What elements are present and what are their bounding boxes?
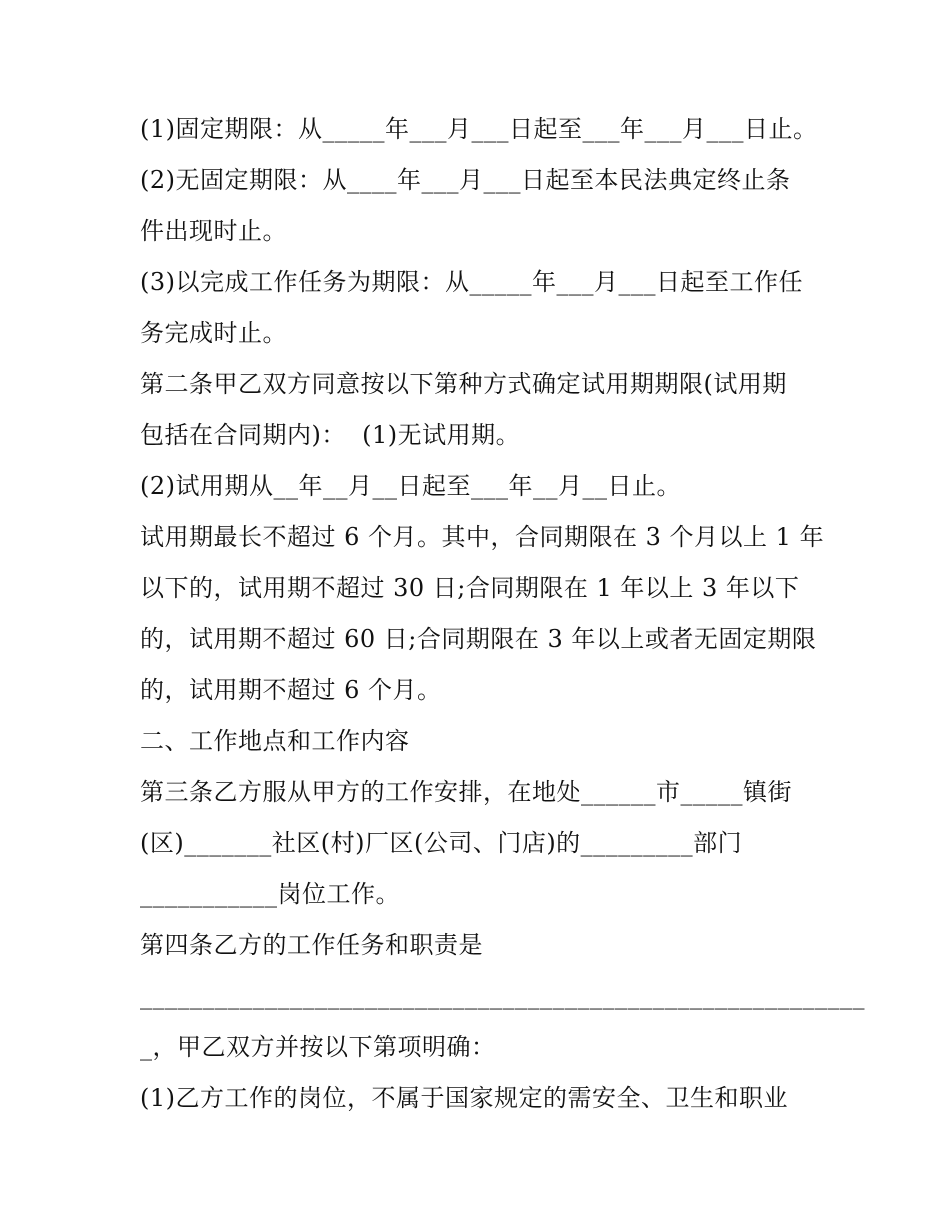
article-3-line-cont: (区)_______社区(村)厂区(公司、门店)的_________部门 (140, 829, 743, 857)
task-term-line-cont: 务完成时止。 (140, 319, 287, 347)
article-2-line: 第二条甲乙双方同意按以下第种方式确定试用期期限(试用期 (140, 370, 787, 398)
section-2-heading: 二、工作地点和工作内容 (140, 727, 410, 755)
no-fixed-term-line-cont: 件出现时止。 (140, 217, 287, 245)
probation-period-line: (2)试用期从__年__月__日起至___年__月__日止。 (140, 472, 681, 500)
article-2-line-cont: 包括在合同期内)： (1)无试用期。 (140, 421, 521, 449)
article-4-line: 第四条乙方的工作任务和职责是 (140, 931, 483, 959)
duties-line-cont: _，甲乙双方并按以下第项明确： (140, 1033, 496, 1061)
no-fixed-term-line: (2)无固定期限：从____年___月___日起至本民法典定终止条 (140, 166, 791, 194)
probation-rule-line-3: 的，试用期不超过 60 日;合同期限在 3 年以上或者无固定期限 (140, 625, 817, 653)
job-post-line: (1)乙方工作的岗位，不属于国家规定的需安全、卫生和职业 (140, 1084, 788, 1112)
probation-rule-line-2: 以下的，试用期不超过 30 日;合同期限在 1 年以上 3 年以下 (140, 574, 800, 602)
task-term-line: (3)以完成工作任务为期限：从_____年___月___日起至工作任 (140, 268, 803, 296)
probation-rule-line-4: 的，试用期不超过 6 个月。 (140, 676, 442, 704)
document-body (140, 104, 865, 1124)
probation-rule-line-1: 试用期最长不超过 6 个月。其中，合同期限在 3 个月以上 1 年 (140, 523, 825, 551)
article-3-line-end: ___________岗位工作。 (140, 880, 400, 908)
fixed-term-line: (1)固定期限：从_____年___月___日起至___年___月___日止。 (140, 115, 818, 143)
article-3-line: 第三条乙方服从甲方的工作安排，在地处______市_____镇街 (140, 778, 792, 806)
duties-blank-line: __________________________________________________________ (140, 982, 865, 1010)
